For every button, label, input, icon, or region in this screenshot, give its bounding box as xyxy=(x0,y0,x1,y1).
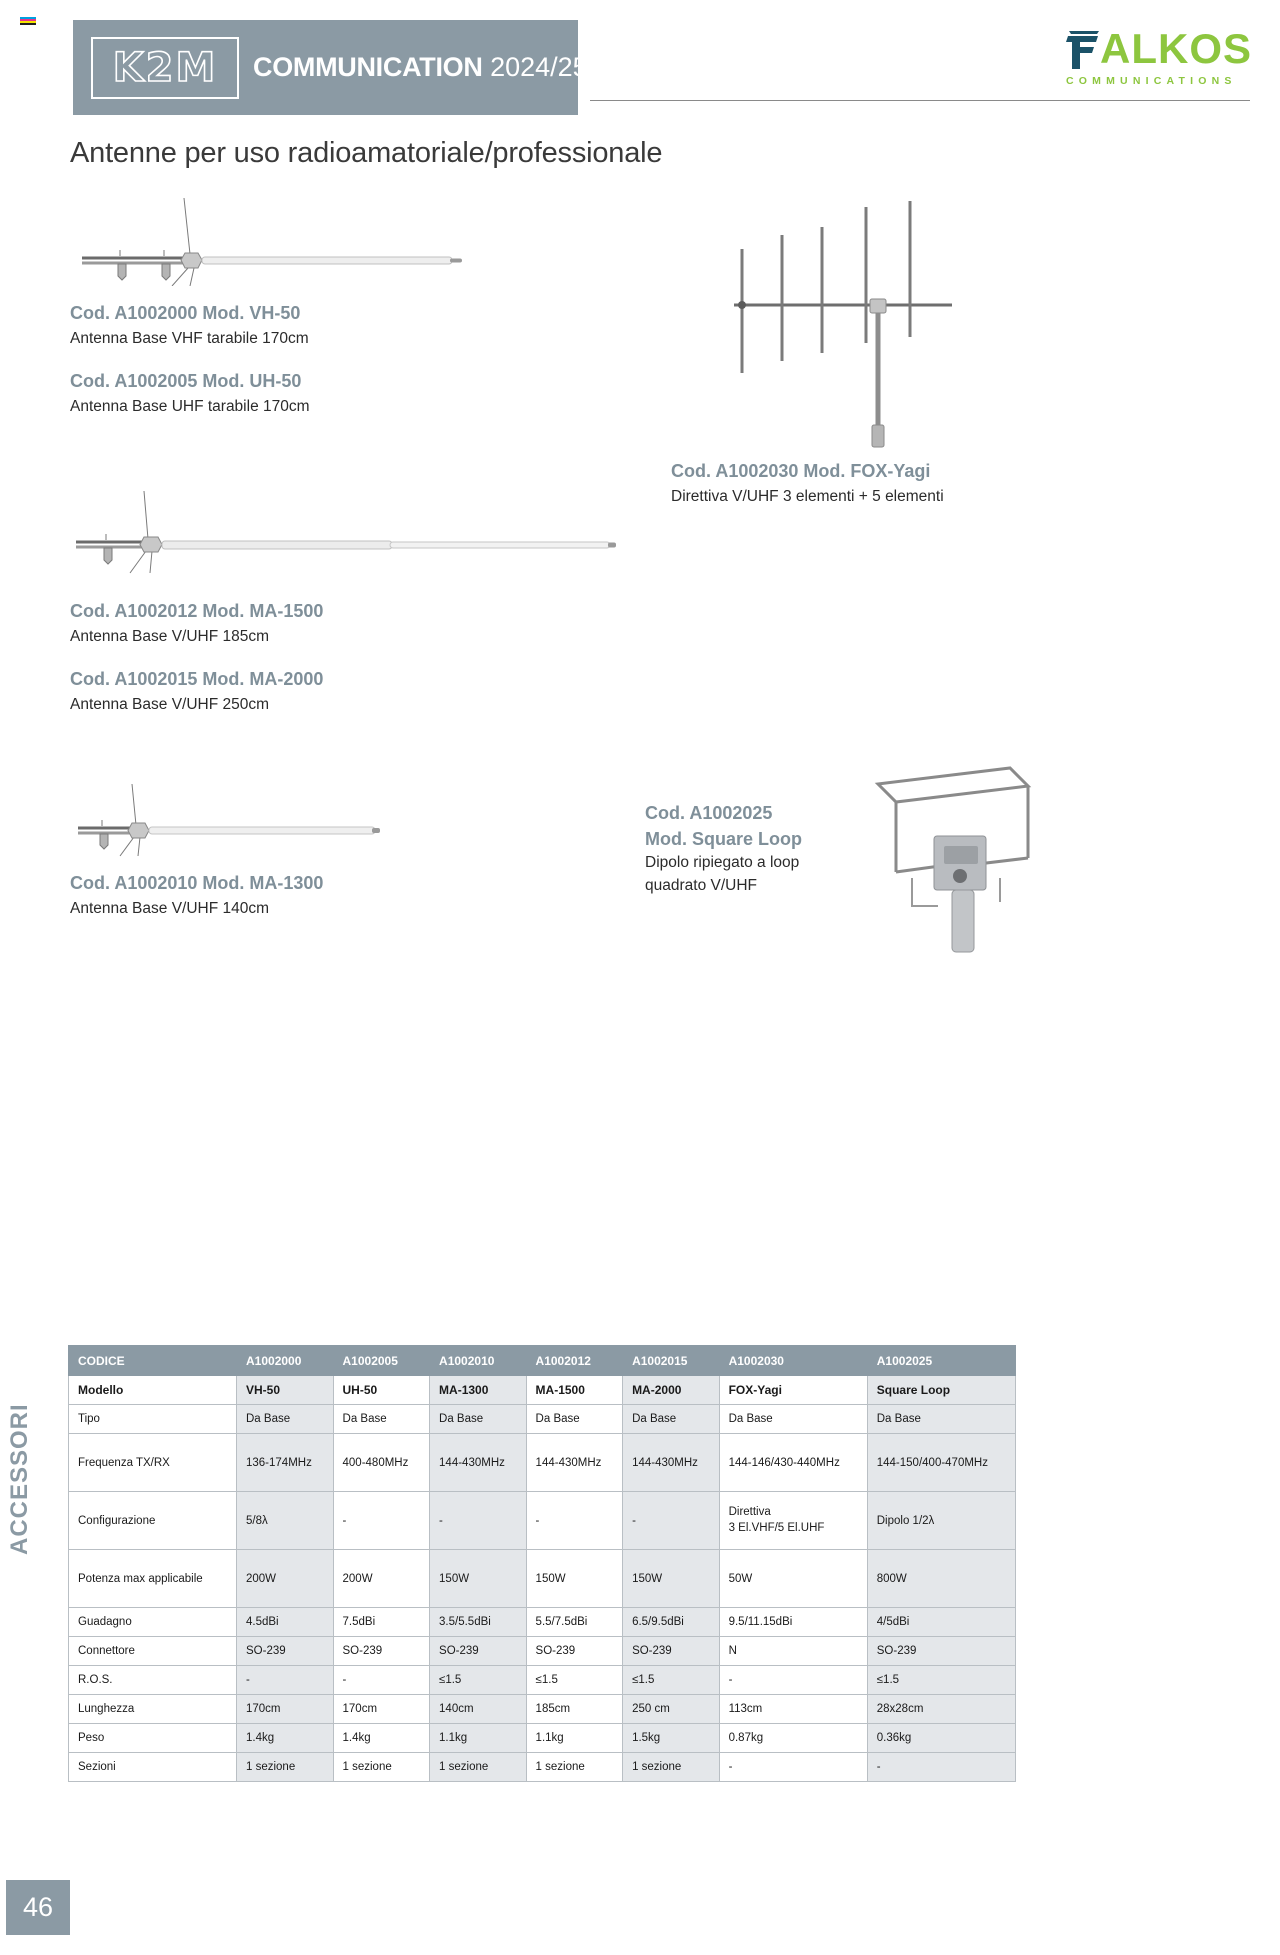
table-cell: Da Base xyxy=(237,1405,334,1434)
table-cell: 0.87kg xyxy=(719,1724,867,1753)
catalog-header-band xyxy=(73,20,588,115)
table-cell: 800W xyxy=(867,1550,1015,1608)
product-code-fox-yagi: Cod. A1002030 Mod. FOX-Yagi xyxy=(671,461,931,481)
table-cell: 150W xyxy=(430,1550,527,1608)
table-row-label: Configurazione xyxy=(69,1492,237,1550)
antenna-image-vh50 xyxy=(72,196,482,286)
table-cell: 200W xyxy=(237,1550,334,1608)
table-cell: Da Base xyxy=(430,1405,527,1434)
table-cell: 1.1kg xyxy=(526,1724,623,1753)
table-cell: UH-50 xyxy=(333,1376,430,1405)
table-cell-line: Direttiva xyxy=(728,1505,771,1518)
table-col-header-3: A1002010 xyxy=(430,1346,527,1376)
table-row-label: Potenza max applicabile xyxy=(69,1550,237,1608)
table-row-label: Peso xyxy=(69,1724,237,1753)
table-cell: 250 cm xyxy=(623,1695,720,1724)
table-row xyxy=(69,1753,1016,1782)
falkos-f-icon xyxy=(1066,28,1100,70)
table-cell: 4/5dBi xyxy=(867,1608,1015,1637)
falkos-logo-wordmark: ALKOS xyxy=(1100,25,1252,72)
section-tab-accessori: ACCESSORI xyxy=(6,1403,33,1555)
table-cell: SO-239 xyxy=(333,1637,430,1666)
table-row xyxy=(69,1376,1016,1405)
table-cell: Da Base xyxy=(719,1405,867,1434)
table-cell: Da Base xyxy=(333,1405,430,1434)
table-cell: MA-1500 xyxy=(526,1376,623,1405)
table-cell: N xyxy=(719,1637,867,1666)
table-row-label: Lunghezza xyxy=(69,1695,237,1724)
table-body xyxy=(69,1376,1016,1782)
table-cell-line: 3 El.VHF/5 El.UHF xyxy=(728,1521,825,1534)
table-cell: 1.4kg xyxy=(333,1724,430,1753)
product-desc-fox-yagi: Direttiva V/UHF 3 elementi + 5 elementi xyxy=(671,488,944,505)
product-code-ma1500: Cod. A1002012 Mod. MA-1500 xyxy=(70,601,324,621)
table-cell: - xyxy=(719,1753,867,1782)
k2m-logo-text: K2M xyxy=(112,44,218,91)
product-desc-square-loop-line1: Dipolo ripiegato a loop xyxy=(645,854,800,872)
table-cell: 136-174MHz xyxy=(237,1434,334,1492)
product-desc-ma1500: Antenna Base V/UHF 185cm xyxy=(70,628,270,645)
table-row-label: Frequenza TX/RX xyxy=(69,1434,237,1492)
table-row-label: R.O.S. xyxy=(69,1666,237,1695)
table-row-label: Sezioni xyxy=(69,1753,237,1782)
table-cell: 5/8λ xyxy=(237,1492,334,1550)
table-cell: 144-430MHz xyxy=(623,1434,720,1492)
product-code-square-loop-line1: Cod. A1002025 xyxy=(645,803,773,823)
table-row xyxy=(69,1666,1016,1695)
table-row xyxy=(69,1492,1016,1550)
table-col-header-7: A1002025 xyxy=(867,1346,1015,1376)
table-cell: 4.5dBi xyxy=(237,1608,334,1637)
table-cell: 144-430MHz xyxy=(526,1434,623,1492)
table-head xyxy=(69,1346,1016,1376)
page-title: Antenne per uso radioamatoriale/professionale xyxy=(70,137,663,169)
product-block-ma1300 xyxy=(70,870,323,920)
table-cell: Da Base xyxy=(623,1405,720,1434)
table-row xyxy=(69,1695,1016,1724)
table-cell: 50W xyxy=(719,1550,867,1608)
table-cell: - xyxy=(237,1666,334,1695)
table-cell: SO-239 xyxy=(867,1637,1015,1666)
table-row xyxy=(69,1550,1016,1608)
table-cell: 5.5/7.5dBi xyxy=(526,1608,623,1637)
table-row xyxy=(69,1434,1016,1492)
falkos-logo-tagline: COMMUNICATIONS xyxy=(1066,75,1237,87)
table-cell: VH-50 xyxy=(237,1376,334,1405)
product-code-ma2000: Cod. A1002015 Mod. MA-2000 xyxy=(70,669,324,690)
product-desc-vh50: Antenna Base VHF tarabile 170cm xyxy=(70,330,309,347)
table-cell: 144-146/430-440MHz xyxy=(719,1434,867,1492)
table-row xyxy=(69,1608,1016,1637)
table-cell: 200W xyxy=(333,1550,430,1608)
catalog-title-year: 2024/25 xyxy=(490,52,588,82)
table-cell: Square Loop xyxy=(867,1376,1015,1405)
table-cell: MA-2000 xyxy=(623,1376,720,1405)
product-desc-square-loop-line2: quadrato V/UHF xyxy=(645,876,757,894)
table-col-header-2: A1002005 xyxy=(333,1346,430,1376)
table-row-label: Connettore xyxy=(69,1637,237,1666)
catalog-title xyxy=(253,54,588,81)
table-cell: FOX-Yagi xyxy=(719,1376,867,1405)
mark-black xyxy=(20,23,36,25)
table-row-label: Tipo xyxy=(69,1405,237,1434)
table-cell: ≤1.5 xyxy=(623,1666,720,1695)
table-col-header-5: A1002015 xyxy=(623,1346,720,1376)
table-cell: 170cm xyxy=(237,1695,334,1724)
table-cell: - xyxy=(430,1492,527,1550)
antenna-image-ma1300 xyxy=(72,780,402,860)
table-cell: 170cm xyxy=(333,1695,430,1724)
table-cell: - xyxy=(333,1666,430,1695)
table-col-header-1: A1002000 xyxy=(237,1346,334,1376)
table-cell: ≤1.5 xyxy=(430,1666,527,1695)
table-cell: MA-1300 xyxy=(430,1376,527,1405)
table-cell: SO-239 xyxy=(430,1637,527,1666)
table-cell: - xyxy=(867,1753,1015,1782)
table-cell: Da Base xyxy=(526,1405,623,1434)
page-number: 46 xyxy=(6,1880,70,1935)
product-code-uh50: Cod. A1002005 Mod. UH-50 xyxy=(70,371,302,392)
table-cell: 1 sezione xyxy=(623,1753,720,1782)
table-cell: ≤1.5 xyxy=(526,1666,623,1695)
table-cell: 140cm xyxy=(430,1695,527,1724)
table-cell: - xyxy=(719,1666,867,1695)
antenna-image-fox-yagi xyxy=(720,195,970,455)
product-block-fox-yagi xyxy=(671,458,944,508)
falkos-logo xyxy=(1066,25,1252,87)
product-block-vh50-uh50 xyxy=(70,300,310,419)
product-desc-uh50: Antenna Base UHF tarabile 170cm xyxy=(70,398,310,416)
table-cell: SO-239 xyxy=(623,1637,720,1666)
table-cell xyxy=(719,1492,867,1550)
table-cell: 6.5/9.5dBi xyxy=(623,1608,720,1637)
table-row xyxy=(69,1724,1016,1753)
falkos-logo-main xyxy=(1066,25,1252,72)
table-cell: 28x28cm xyxy=(867,1695,1015,1724)
table-cell: - xyxy=(526,1492,623,1550)
table-cell: 144-430MHz xyxy=(430,1434,527,1492)
table-cell: 400-480MHz xyxy=(333,1434,430,1492)
table-cell: 150W xyxy=(526,1550,623,1608)
table-cell: 7.5dBi xyxy=(333,1608,430,1637)
table-cell: Da Base xyxy=(867,1405,1015,1434)
k2m-logo xyxy=(91,37,239,99)
table-cell: 113cm xyxy=(719,1695,867,1724)
table-cell: 1.4kg xyxy=(237,1724,334,1753)
table-cell: 0.36kg xyxy=(867,1724,1015,1753)
product-block-ma1500-ma2000 xyxy=(70,598,323,717)
table-cell: 3.5/5.5dBi xyxy=(430,1608,527,1637)
table-cell: 144-150/400-470MHz xyxy=(867,1434,1015,1492)
table-cell: Dipolo 1/2λ xyxy=(867,1492,1015,1550)
registration-marks xyxy=(20,17,36,29)
table-cell: 1 sezione xyxy=(333,1753,430,1782)
table-cell: - xyxy=(333,1492,430,1550)
product-block-square-loop xyxy=(645,800,845,897)
table-cell: SO-239 xyxy=(526,1637,623,1666)
product-desc-ma1300: Antenna Base V/UHF 140cm xyxy=(70,900,270,917)
antenna-image-square-loop xyxy=(860,750,1035,960)
table-row xyxy=(69,1637,1016,1666)
table-cell: 1.1kg xyxy=(430,1724,527,1753)
product-code-vh50: Cod. A1002000 Mod. VH-50 xyxy=(70,303,301,323)
table-cell: 1 sezione xyxy=(237,1753,334,1782)
table-cell: - xyxy=(623,1492,720,1550)
table-cell: SO-239 xyxy=(237,1637,334,1666)
table-cell: ≤1.5 xyxy=(867,1666,1015,1695)
table-cell: 9.5/11.15dBi xyxy=(719,1608,867,1637)
table-cell: 1 sezione xyxy=(430,1753,527,1782)
table-col-header-4: A1002012 xyxy=(526,1346,623,1376)
product-code-square-loop-line2: Mod. Square Loop xyxy=(645,829,802,850)
table-cell: 150W xyxy=(623,1550,720,1608)
header-divider xyxy=(590,100,1250,101)
product-desc-ma2000: Antenna Base V/UHF 250cm xyxy=(70,696,270,714)
table-col-header-6: A1002030 xyxy=(719,1346,867,1376)
table-row-label: Guadagno xyxy=(69,1608,237,1637)
table-row-label: Modello xyxy=(69,1376,237,1405)
table-cell: 1.5kg xyxy=(623,1724,720,1753)
product-code-ma1300: Cod. A1002010 Mod. MA-1300 xyxy=(70,873,324,893)
table-cell: 185cm xyxy=(526,1695,623,1724)
antenna-image-ma1500 xyxy=(68,487,628,577)
table-col-header-0: CODICE xyxy=(69,1346,237,1376)
catalog-title-main: COMMUNICATION xyxy=(253,52,483,82)
table-row xyxy=(69,1405,1016,1434)
table-cell: 1 sezione xyxy=(526,1753,623,1782)
table-header-row xyxy=(69,1346,1016,1376)
specifications-table xyxy=(68,1345,1016,1782)
